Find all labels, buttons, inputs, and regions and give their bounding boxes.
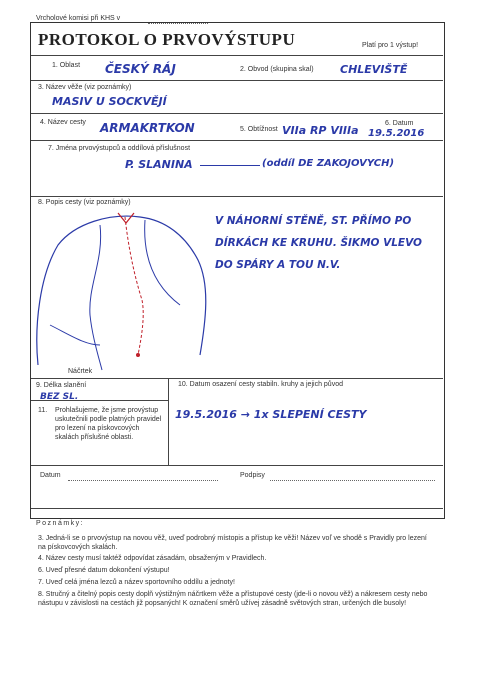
top-note-line [148, 23, 208, 24]
field-2-label: 2. Obvod (skupina skal) [240, 66, 314, 73]
divider [31, 80, 443, 81]
divider [31, 378, 443, 379]
field-4-label: 4. Název cesty [40, 119, 86, 126]
divider [31, 508, 443, 509]
field-6-label: 6. Datum [385, 120, 414, 127]
top-note: Vrcholové komisi při KHS v [36, 15, 121, 22]
field-8-value: V NÁHORNÍ STĚNĚ, ST. PŘÍMO PO DÍRKÁCH KE KRUHU. ŠIKMO VLEVO DO SPÁRY A TOU N.V. [215, 215, 422, 271]
field-8-label: 8. Popis cesty (viz poznámky) [38, 199, 131, 206]
divider [31, 113, 443, 114]
date-line [68, 480, 218, 481]
date-label: Datum [40, 472, 61, 479]
field-1-label: 1. Oblast [52, 62, 81, 69]
note-item: 6. Uveď přesné datum dokončení výstupu! [38, 567, 170, 574]
note-item: 4. Název cesty musí taktéž odpovídat zásadám, obsaženým v Pravidlech. [38, 555, 267, 562]
field-2-value: CHLEVIŠTĚ [340, 63, 408, 76]
route-sketch [30, 205, 220, 380]
field-7-value: P. SLANINA [125, 158, 193, 171]
note-item: 7. Uveď celá jména lezců a název sportovního oddílu a jednoty! [38, 579, 235, 586]
field-7-label: 7. Jména prvovýstupců a oddílová příslušnost [48, 145, 191, 152]
field-6-value: 19.5.2016 [368, 128, 425, 139]
divider [31, 196, 443, 197]
field-10-value: 19.5.2016 → 1x SLEPENÍ CESTY [175, 408, 367, 421]
field-5-value: VIIa RP VIIIa [282, 124, 359, 137]
field-10-label: 10. Datum osazení cesty stabiln. kruhy a jejich původ [178, 381, 343, 388]
divider [31, 400, 168, 401]
field-7-extra: (oddíl DE ZAKOJOVYCH) [262, 158, 395, 169]
declaration-text: Prohlašujeme, že jsme provýstup uskutečnili podle platných pravidel pro lezení na pískovcových skalách příslušné oblasti. [55, 407, 162, 441]
notes-heading: Poznámky: [36, 520, 85, 527]
note-item: 8. Stručný a čitelný popis cesty doplň výstižným náčrtkem věže a přístupové cesty (jde-li o novou věž) a nákresem cesty nebo nástupu v závislosti na cestách již popsaných! K označení směrů užívej zásadně světových stran, určených dle busoly! [38, 591, 428, 607]
divider [31, 465, 443, 466]
validity-note: Platí pro 1 výstup! [362, 42, 419, 49]
field-11-num: 11. [38, 407, 48, 414]
sketch-label: Náčrtek [68, 368, 93, 375]
field-4-value: ARMAKRTKON [100, 121, 195, 135]
divider [31, 140, 443, 141]
field-9-value: BEZ SL. [40, 392, 79, 402]
field-1-value: ČESKÝ RÁJ [105, 62, 176, 76]
signature-label: Podpisy [240, 472, 265, 479]
field-3-label: 3. Název věže (viz poznámky) [38, 84, 132, 91]
dash-stroke [200, 165, 260, 166]
divider [31, 55, 443, 56]
signature-line [270, 480, 435, 481]
field-9-label: 9. Délka slanění [36, 382, 87, 389]
column-divider [168, 378, 169, 465]
field-3-value: MASIV U SOCKVĚJÍ [52, 95, 167, 108]
page-title: PROTOKOL O PRVOVÝSTUPU [38, 30, 296, 49]
field-5-label: 5. Obtížnost [240, 126, 278, 133]
note-item: 3. Jedná-li se o prvovýstup na novou věž, uveď podrobný místopis a přístup ke věži! Název voľ ve shodě s Pravidly pro lezení na pískovcových skalách. [38, 535, 427, 551]
